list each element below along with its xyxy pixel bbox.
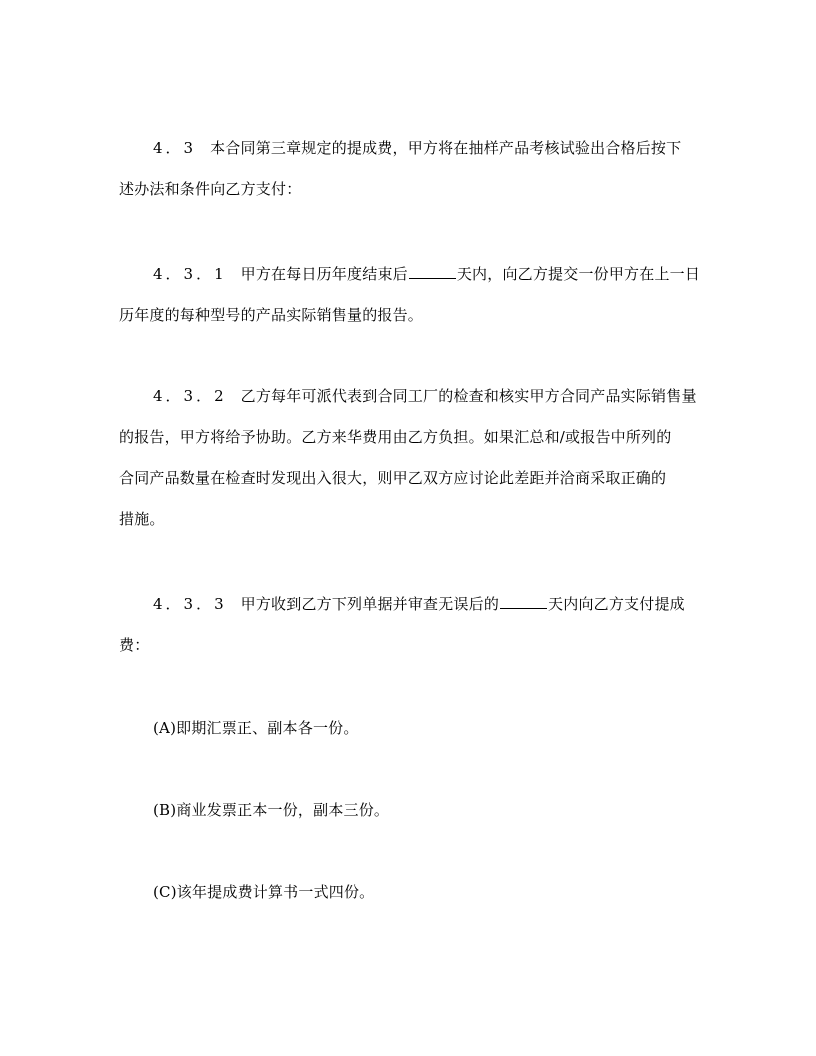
section-text: 费： <box>119 636 150 654</box>
section-text: 历年度的每种型号的产品实际销售量的报告。 <box>119 306 424 324</box>
section-text: 天内向乙方支付提成 <box>548 595 685 613</box>
list-item: (B)商业发票正本一份，副本三份。 <box>153 801 390 819</box>
section-text: 措施。 <box>119 510 165 528</box>
list-item: (C)该年提成费计算书一式四份。 <box>153 883 375 901</box>
section-number: 4．3．2 <box>153 387 227 405</box>
list-item: (A)即期汇票正、副本各一份。 <box>153 719 359 737</box>
section-4-3-2 <box>119 376 709 540</box>
section-text: 甲方在每日历年度结束后 <box>240 265 408 283</box>
section-text: 的报告，甲方将给予协助。乙方来华费用由乙方负担。如果汇总和/或报告中所列的 <box>119 428 672 446</box>
section-number: 4．3．3 <box>153 595 227 613</box>
section-number: 4．3 <box>153 139 197 157</box>
section-number: 4．3．1 <box>153 265 227 283</box>
section-4-3-3 <box>119 584 709 666</box>
section-text: 乙方每年可派代表到合同工厂的检查和核实甲方合同产品实际销售量 <box>240 387 697 405</box>
section-text: 甲方收到乙方下列单据并审查无误后的 <box>240 595 500 613</box>
section-text: 述办法和条件向乙方支付： <box>119 180 302 198</box>
section-4-3 <box>119 128 709 210</box>
fill-in-blank <box>409 265 456 279</box>
fill-in-blank <box>500 595 547 609</box>
section-text: 合同产品数量在检查时发现出入很大，则甲乙双方应讨论此差距并洽商采取正确的 <box>119 469 667 487</box>
section-4-3-1 <box>119 254 709 336</box>
section-text: 天内，向乙方提交一份甲方在上一日 <box>456 265 701 283</box>
section-text: 本合同第三章规定的提成费，甲方将在抽样产品考核试验出合格后按下 <box>210 139 682 157</box>
